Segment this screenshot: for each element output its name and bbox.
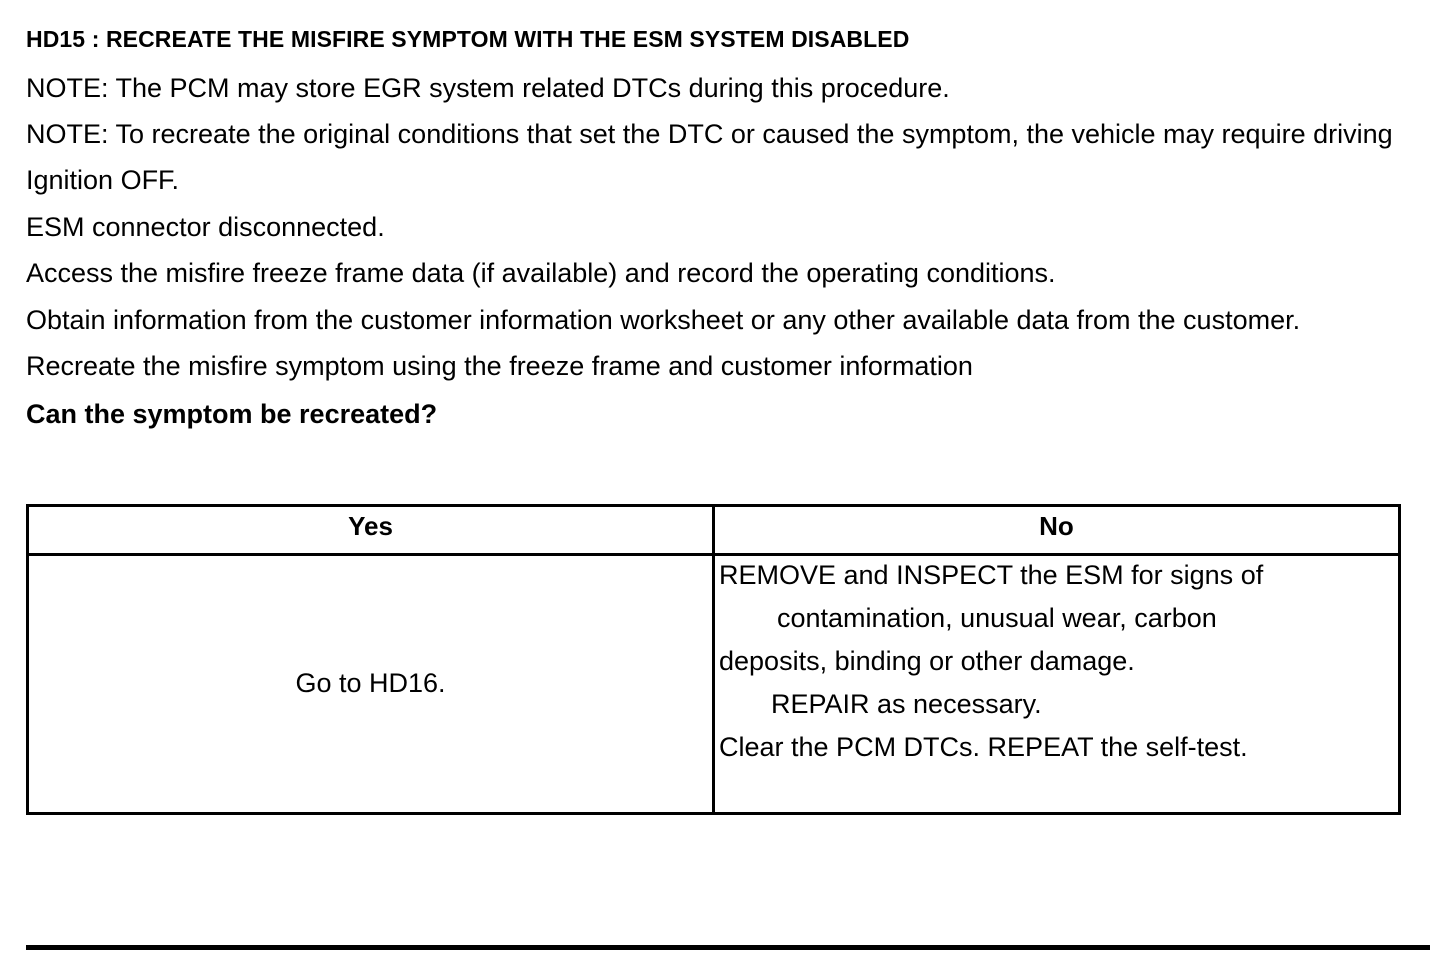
step-esm-connector: ESM connector disconnected. (26, 211, 385, 242)
step-access-freeze-frame: Access the misfire freeze frame data (if available) and record the operating conditions. (26, 258, 1056, 289)
decision-table (26, 504, 1401, 815)
no-line-3: deposits, binding or other damage. (719, 645, 1135, 676)
table-header-row (28, 505, 1400, 554)
yes-action-text: Go to HD16. (295, 668, 446, 699)
no-line-4: REPAIR as necessary. (771, 689, 1042, 720)
table-cell-no (714, 554, 1400, 813)
decision-table-wrapper (26, 504, 1416, 815)
no-action-text (715, 556, 1398, 765)
table-row (28, 554, 1400, 813)
note-paragraph-1: NOTE: The PCM may store EGR system related DTCs during this procedure. (26, 72, 950, 103)
decision-question: Can the symptom be recreated? (26, 398, 438, 429)
step-ignition-off: Ignition OFF. (26, 165, 180, 196)
no-line-4-wrap (719, 687, 1396, 722)
bottom-divider (26, 945, 1430, 950)
step-obtain-information: Obtain information from the customer information worksheet or any other available data from the customer. (26, 304, 1301, 335)
table-header-no: No (714, 505, 1400, 554)
no-line-2-wrap (719, 601, 1396, 636)
step-recreate-symptom: Recreate the misfire symptom using the freeze frame and customer information (26, 351, 973, 382)
table-cell-yes (28, 554, 714, 813)
no-line-1: REMOVE and INSPECT the ESM for signs of (719, 559, 1264, 590)
note-paragraph-2: NOTE: To recreate the original conditions that set the DTC or caused the symptom, the vehicle may require driving (26, 119, 1393, 150)
table-header-yes: Yes (28, 505, 714, 554)
no-line-5: Clear the PCM DTCs. REPEAT the self-test. (719, 732, 1248, 763)
no-line-2: contamination, unusual wear, carbon (777, 602, 1217, 633)
page-title: HD15 : RECREATE THE MISFIRE SYMPTOM WITH THE ESM SYSTEM DISABLED (26, 26, 910, 52)
